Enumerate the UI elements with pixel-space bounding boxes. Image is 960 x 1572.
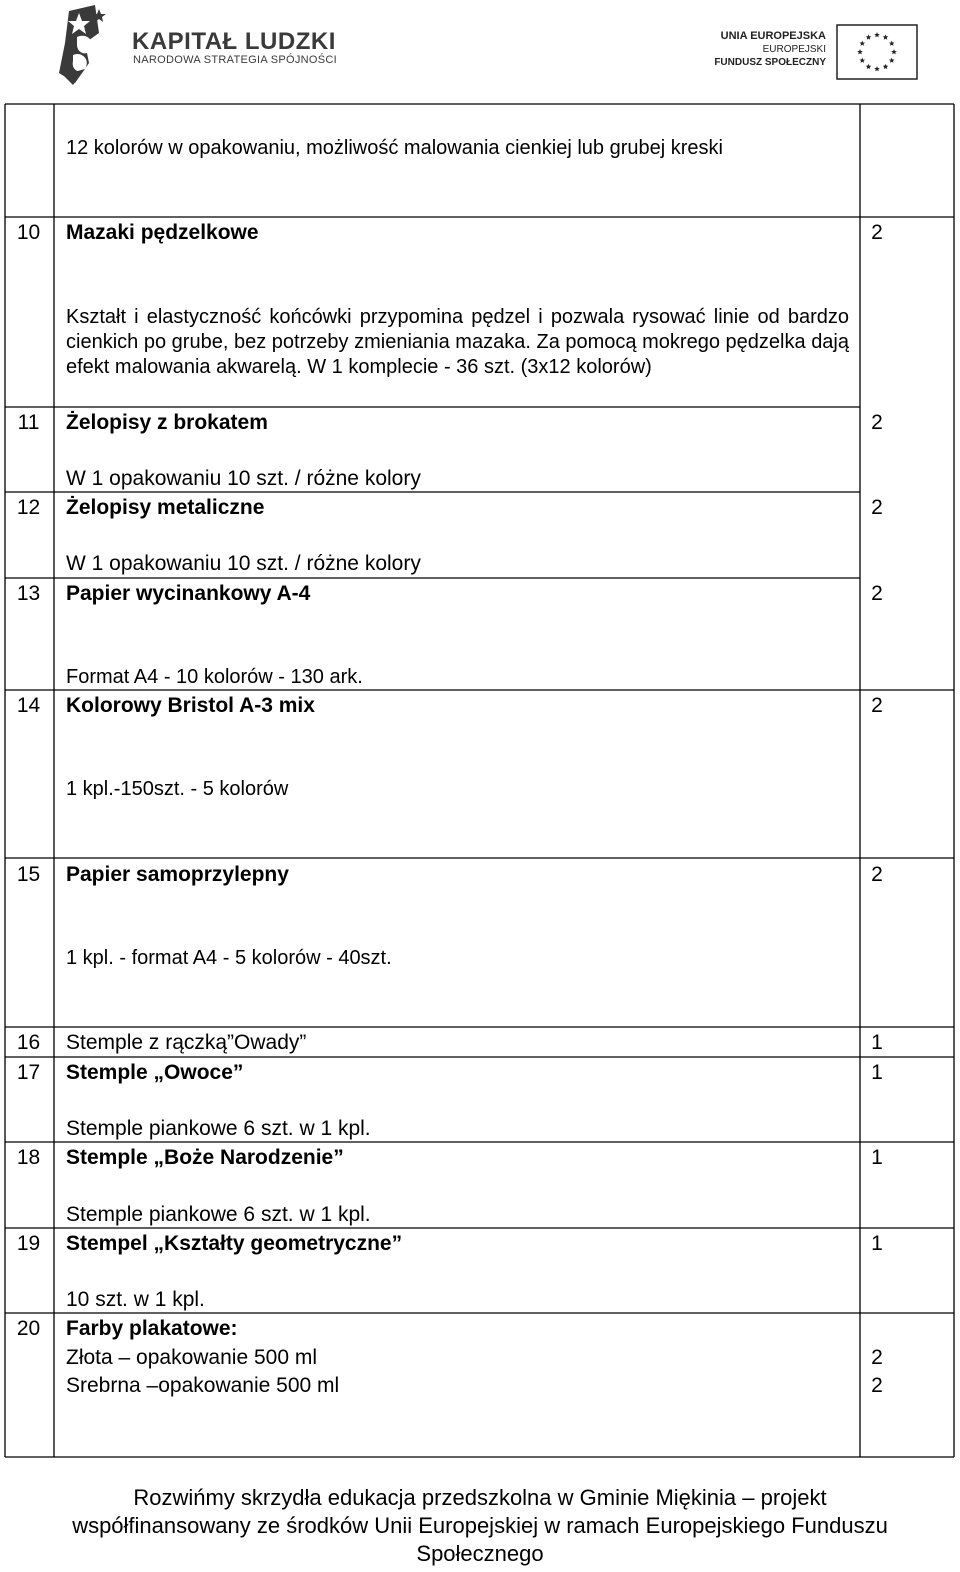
row-item-name: Stemple „Boże Narodzenie” <box>66 1146 344 1169</box>
row-description: 12 kolorów w opakowaniu, możliwość malowania cienkiej lub grubej kreski <box>66 137 723 159</box>
footer-line-3: Społecznego <box>416 1541 544 1566</box>
row-subitem-silver: Srebrna –opakowanie 500 ml <box>66 1374 340 1397</box>
row-number: 18 <box>16 1146 41 1169</box>
row-subitem-gold: Złota – opakowanie 500 ml <box>66 1346 317 1369</box>
row-description: Format A4 - 10 kolorów - 130 ark. <box>66 666 363 688</box>
row-quantity-gold: 2 <box>871 1346 883 1369</box>
row-description: 10 szt. w 1 kpl. <box>66 1288 205 1311</box>
row-number: 17 <box>16 1061 41 1084</box>
row-number: 14 <box>16 694 41 717</box>
page-footer <box>0 1484 960 1568</box>
eu-logo-line1: UNIA EUROPEJSKA <box>720 30 826 42</box>
row-description: Kształt i elastyczność końcówki przypomina pędzel i pozwala rysować linie od bardzo cienkich po grube, bez potrzeby zmieniania mazaka. Za pomocą mokrego pędzelka dają efekt malowania akwarelą. W 1 komplecie - 36 szt. (3x12 kolorów) <box>66 306 849 378</box>
row-number: 19 <box>16 1232 41 1255</box>
row-quantity: 2 <box>871 411 883 434</box>
row-description: 1 kpl.-150szt. - 5 kolorów <box>66 778 289 800</box>
row-description: Stemple piankowe 6 szt. w 1 kpl. <box>66 1203 371 1226</box>
row-quantity: 1 <box>871 1061 883 1084</box>
row-item-name: Stemple z rączką”Owady” <box>66 1031 307 1054</box>
row-item-name: Papier wycinankowy A-4 <box>66 582 311 605</box>
row-number: 16 <box>16 1031 41 1054</box>
row-item-name: Stempel „Kształty geometryczne” <box>66 1232 403 1255</box>
row-description: W 1 opakowaniu 10 szt. / różne kolory <box>66 552 421 575</box>
row-item-name: Żelopisy z brokatem <box>66 411 268 434</box>
eu-logo-line3: FUNDUSZ SPOŁECZNY <box>714 57 826 68</box>
row-quantity: 2 <box>871 863 883 886</box>
row-quantity: 2 <box>871 496 883 519</box>
row-number: 11 <box>17 411 40 434</box>
row-item-name: Stemple „Owoce” <box>66 1061 244 1084</box>
row-number: 20 <box>16 1317 41 1340</box>
row-item-name: Papier samoprzylepny <box>66 863 289 886</box>
row-description: 1 kpl. - format A4 - 5 kolorów - 40szt. <box>66 947 392 969</box>
row-item-name: Farby plakatowe: <box>66 1317 238 1340</box>
row-quantity: 2 <box>871 221 883 244</box>
left-logo-subtitle: NARODOWA STRATEGIA SPÓJNOŚCI <box>133 54 337 66</box>
row-quantity: 1 <box>871 1146 883 1169</box>
row-description: Stemple piankowe 6 szt. w 1 kpl. <box>66 1117 371 1140</box>
row-number: 10 <box>16 221 41 244</box>
footer-line-1: Rozwińmy skrzydła edukacja przedszkolna w Gminie Miękinia – projekt <box>133 1485 827 1510</box>
row-number: 15 <box>16 863 41 886</box>
row-quantity: 1 <box>871 1031 883 1054</box>
row-number: 12 <box>16 496 41 519</box>
row-number: 13 <box>16 582 41 605</box>
row-quantity: 2 <box>871 694 883 717</box>
eu-logo-line2: EUROPEJSKI <box>762 44 826 55</box>
row-quantity: 2 <box>871 582 883 605</box>
row-item-name: Mazaki pędzelkowe <box>66 221 259 244</box>
row-item-name: Kolorowy Bristol A-3 mix <box>66 694 315 717</box>
row-quantity-silver: 2 <box>871 1374 883 1397</box>
row-item-name: Żelopisy metaliczne <box>66 496 265 519</box>
row-quantity: 1 <box>871 1232 883 1255</box>
row-description: W 1 opakowaniu 10 szt. / różne kolory <box>66 467 421 490</box>
footer-line-2: współfinansowany ze środków Unii Europejskiej w ramach Europejskiego Funduszu <box>72 1513 888 1538</box>
left-logo-title: KAPITAŁ LUDZKI <box>132 28 336 55</box>
